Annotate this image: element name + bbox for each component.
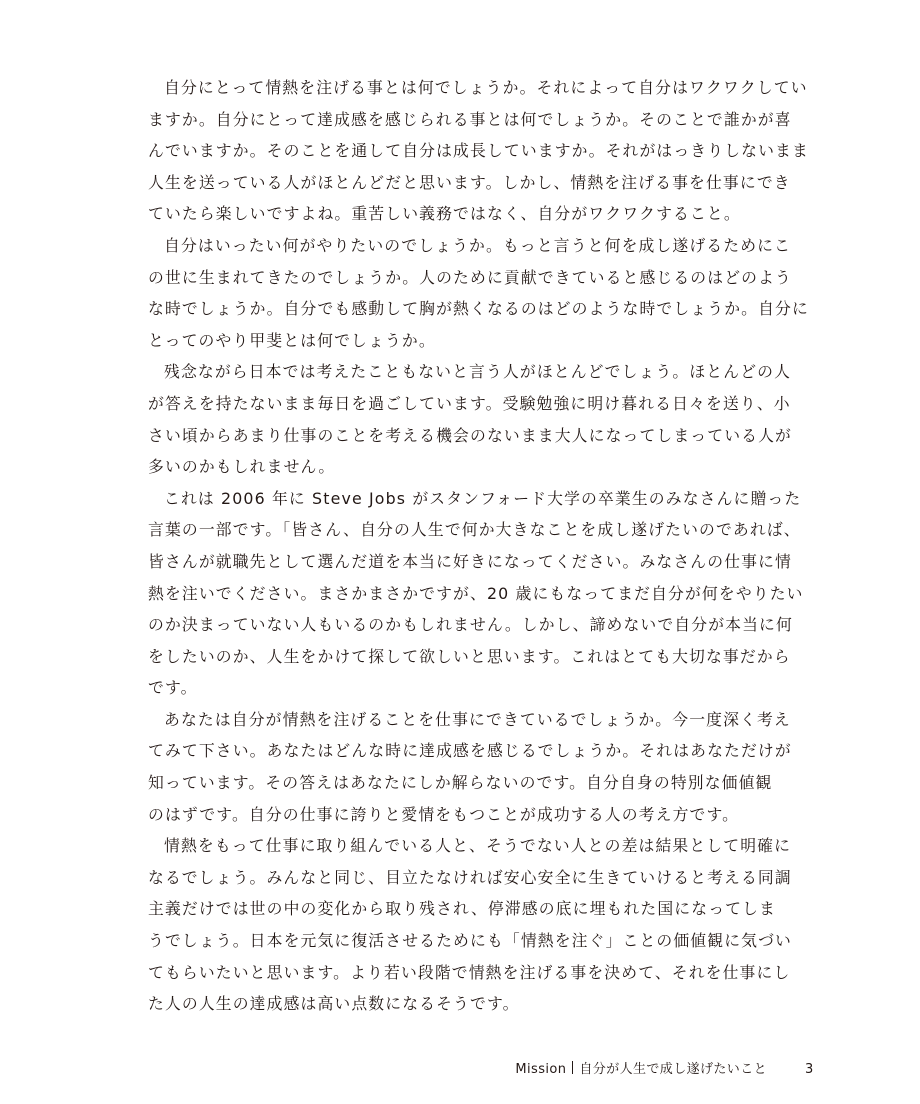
text-line: のはずです。自分の仕事に誇りと愛情をもつことが成功する人の考え方です。 [148,804,740,824]
text-line: 主義だけでは世の中の変化から取り残され、停滞感の底に埋もれた国になってしま [148,899,776,919]
text-line: これは 2006 年に Steve Jobs がスタンフォード大学の卒業生のみなさんに贈った [164,488,802,508]
text-line: なるでしょう。みんなと同じ、目立たなければ安心安全に生きていけると考える同調 [148,867,792,887]
text-line: の世に生まれてきたのでしょうか。人のために貢献できていると感じるのはどのよう [148,267,792,287]
text-line: が答えを持たないまま毎日を過ごしています。受験勉強に明け暮れる日々を送り、小 [148,393,791,413]
text-line: 残念ながら日本では考えたこともないと言う人がほとんどでしょう。ほとんどの人 [164,362,792,382]
text-line: ますか。自分にとって達成感を感じられる事とは何でしょうか。そのことで誰かが喜 [148,109,792,129]
text-line: あなたは自分が情熱を注げることを仕事にできているでしょうか。今一度深く考え [164,709,791,729]
text-line: さい頃からあまり仕事のことを考える機会のないまま大人になってしまっている人が [148,425,792,445]
text-line: てみて下さい。あなたはどんな時に達成感を感じるでしょうか。それはあなただけが [148,741,792,761]
footer-separator [572,1061,573,1074]
text-line: のか決まっていない人もいるのかもしれません。しかし、諦めないで自分が本当に何 [148,615,793,635]
paragraph [148,72,809,230]
page-footer [0,1059,920,1081]
text-line: 自分にとって情熱を注げる事とは何でしょうか。それによって自分はワクワクしてい [164,78,808,97]
text-line: 人生を送っている人がほとんどだと思います。しかし、情熱を注げる事を仕事にでき [148,172,791,192]
text-line: をしたいのか、人生をかけて探して欲しいと思います。これはとても大切な事だから [148,646,791,666]
paragraph [148,830,792,1020]
text-line: んでいますか。そのことを通して自分は成長していますか。それがはっきりしないまま [148,141,809,161]
text-line: です。 [148,678,198,698]
body-text [148,72,809,1020]
text-line: な時でしょうか。自分でも感動して胸が熱くなるのはどのような時でしょうか。自分に [148,299,809,319]
paragraph [148,483,804,704]
text-line: 自分はいったい何がやりたいのでしょうか。もっと言うと何を成し遂げるためにこ [164,235,792,255]
text-line: 言葉の一部です。「皆さん、自分の人生で何か大きなことを成し遂げたいのであれば、 [148,520,801,540]
text-line: うでしょう。日本を元気に復活させるためにも「情熱を注ぐ」ことの価値観に気づい [148,931,792,951]
text-line: てもらいたいと思います。より若い段階で情熱を注げる事を決めて、それを仕事にし [148,962,791,982]
footer-section-label: Mission [515,1062,567,1077]
text-line: とってのやり甲斐とは何でしょうか。 [148,330,436,350]
text-line: 情熱をもって仕事に取り組んでいる人と、そうでない人との差は結果として明確に [164,836,792,856]
text-line: 皆さんが就職先として選んだ道を本当に好きになってください。みなさんの仕事に情 [148,551,792,571]
text-line: ていたら楽しいですよね。重苦しい義務ではなく、自分がワクワクすること。 [148,204,741,224]
running-footer-title [515,1059,767,1081]
footer-chapter-title: 自分が人生で成し遂げたいこと [579,1062,767,1077]
paragraph [148,356,792,482]
text-line: 多いのかもしれません。 [148,457,336,477]
paragraph [148,230,809,356]
text-line: 熱を注いでください。まさかまさかですが、20 歳にもなってまだ自分が何をやりたい [148,583,804,603]
paragraph [148,704,792,830]
page-number: 3 [805,1062,814,1077]
text-line: た人の人生の達成感は高い点数になるそうです。 [148,994,520,1014]
text-line: 知っています。その答えはあなたにしか解らないのです。自分自身の特別な価値観 [148,773,773,793]
